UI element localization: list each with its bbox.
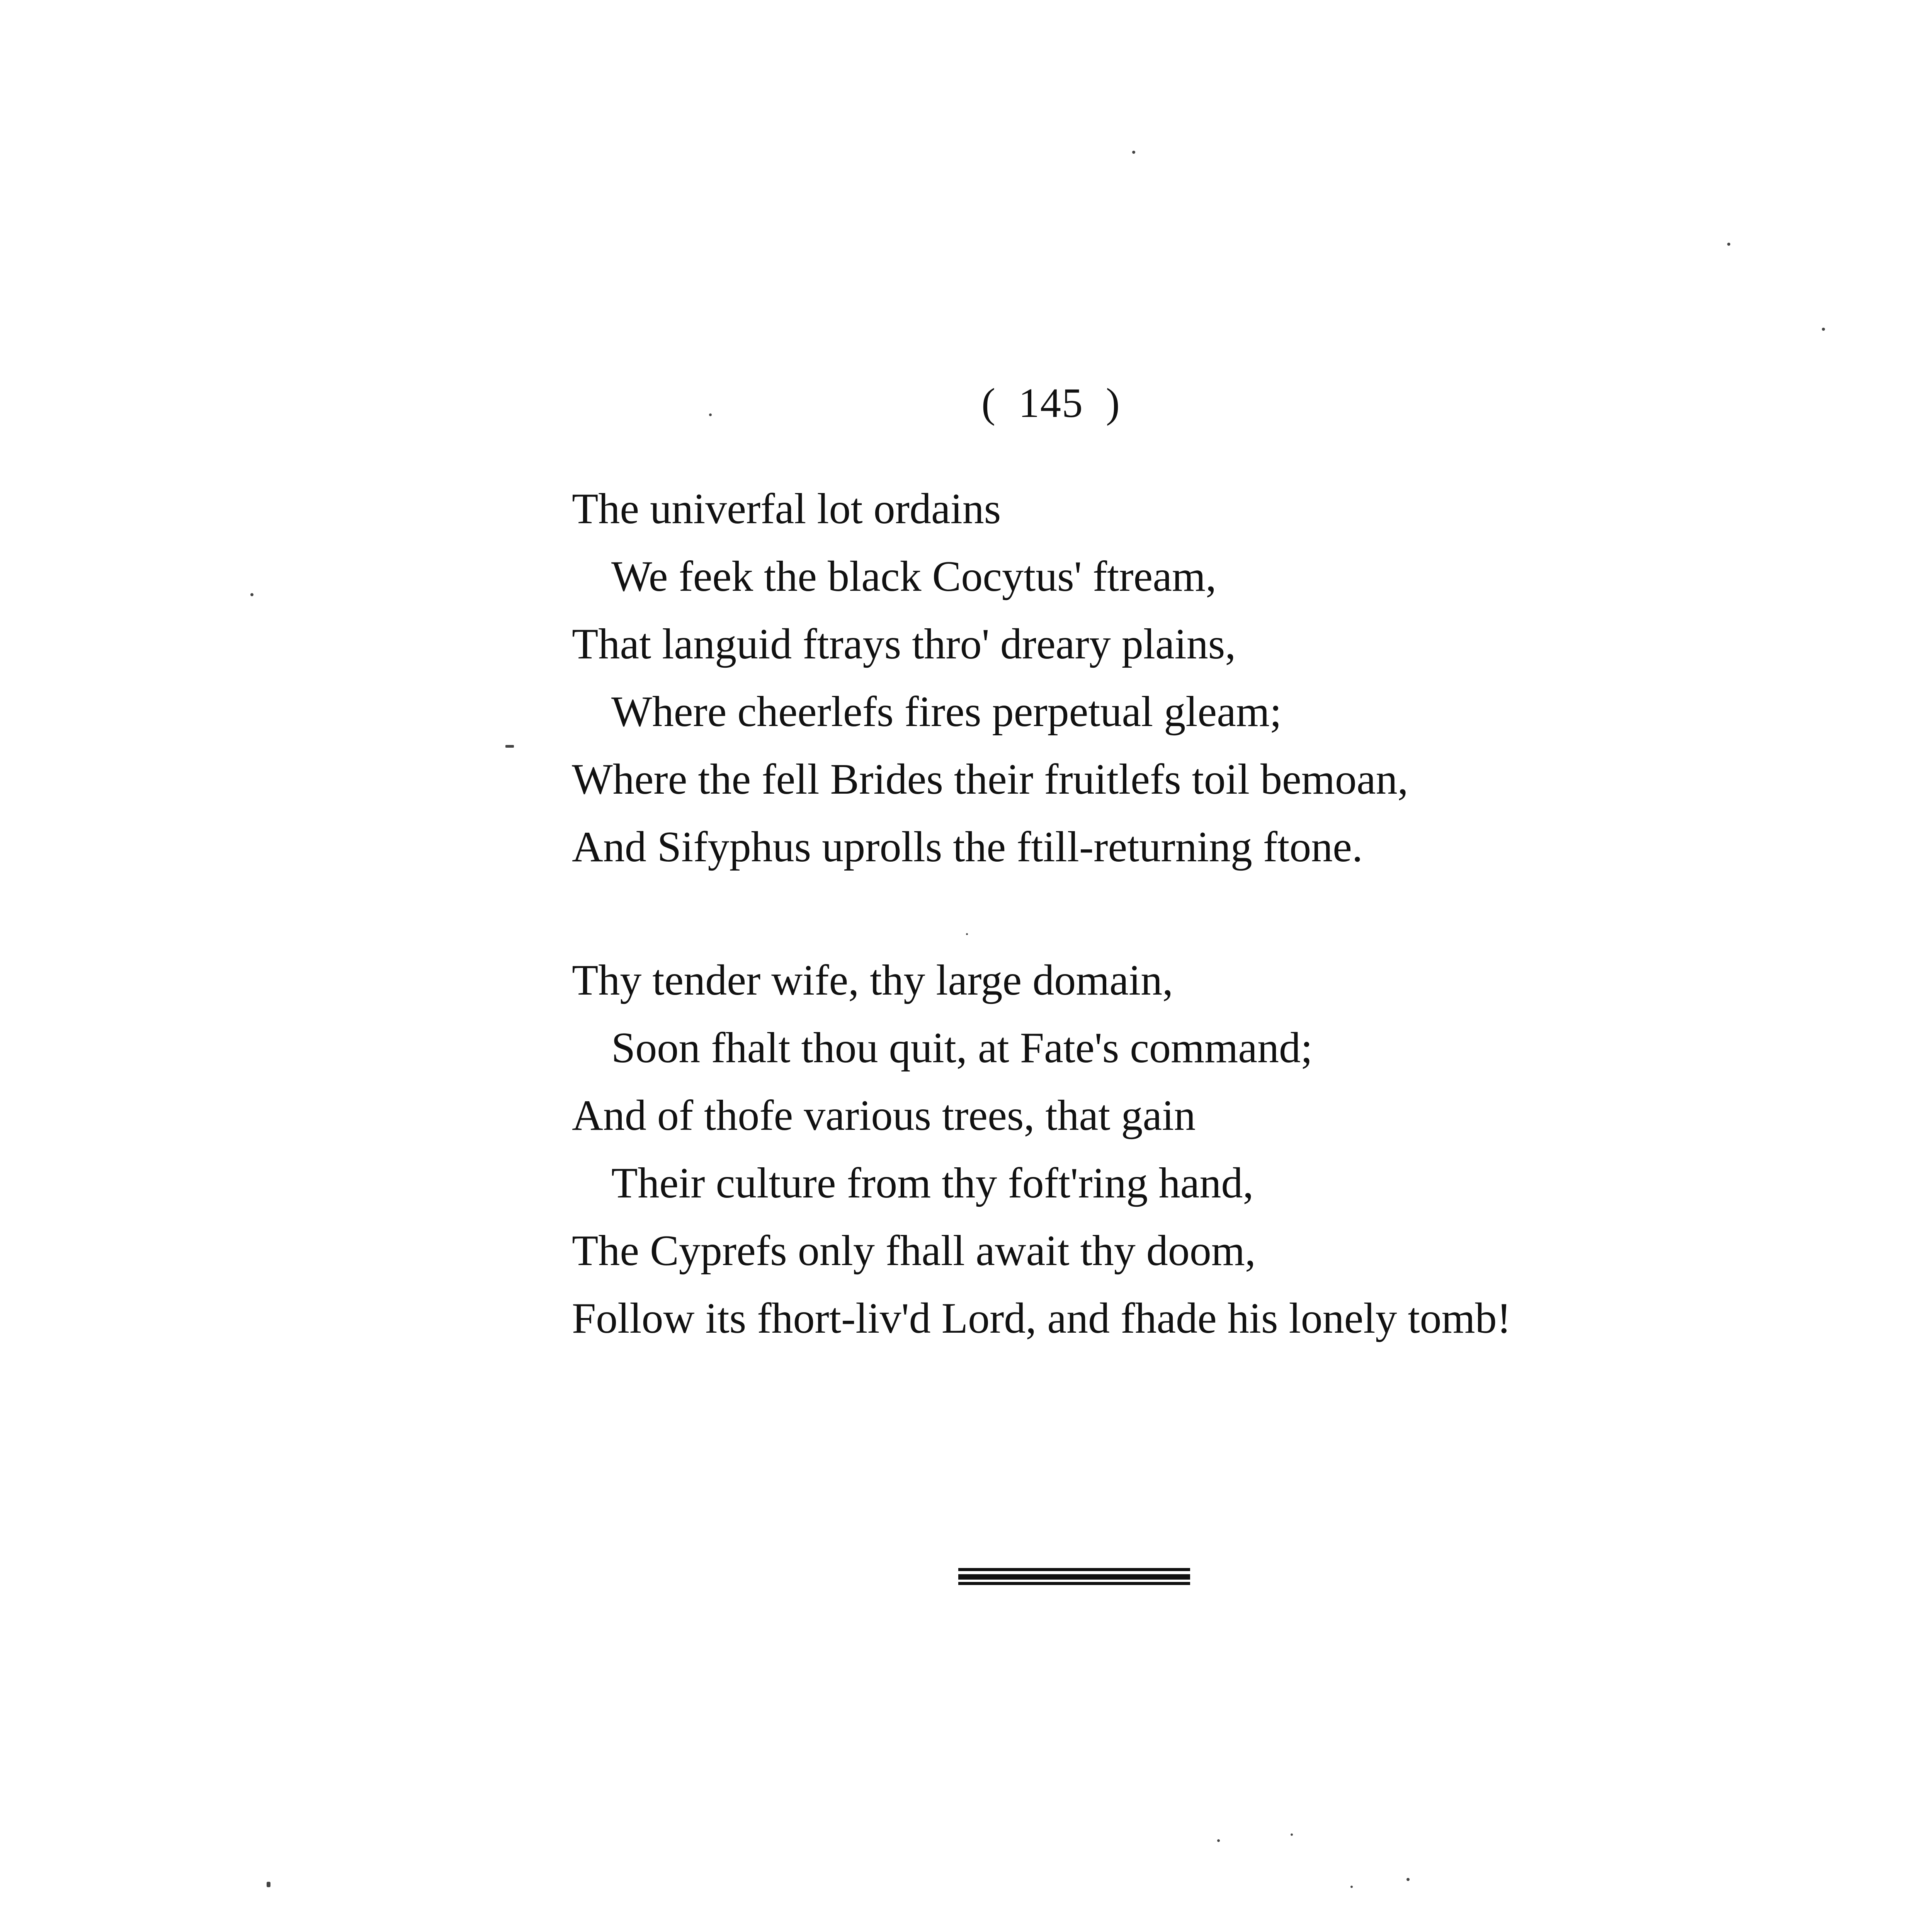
verse-line: And of thofe various trees, that gain bbox=[572, 1092, 1196, 1139]
verse-line: Their culture from thy foft'ring hand, bbox=[611, 1159, 1254, 1207]
scan-speck bbox=[1350, 1886, 1353, 1888]
scan-speck bbox=[1822, 328, 1825, 331]
scan-speck bbox=[966, 933, 968, 935]
scan-speck bbox=[1406, 1878, 1410, 1881]
verse-line: That languid ftrays thro' dreary plains, bbox=[572, 620, 1236, 668]
divider-line bbox=[958, 1582, 1190, 1585]
divider-line bbox=[958, 1568, 1190, 1571]
page-number: ( 145 ) bbox=[981, 380, 1121, 426]
stanza-2 bbox=[572, 947, 1511, 1352]
scan-speck bbox=[709, 413, 712, 416]
verse-line: Follow its fhort-liv'd Lord, and fhade his lonely tomb! bbox=[572, 1294, 1511, 1342]
verse-line: Where the fell Brides their fruitlefs toil bemoan, bbox=[572, 755, 1408, 803]
scan-speck bbox=[267, 1882, 270, 1887]
divider-line bbox=[958, 1574, 1190, 1580]
verse-line: We feek the black Cocytus' ftream, bbox=[611, 553, 1217, 600]
verse-line: Where cheerlefs fires perpetual gleam; bbox=[611, 688, 1282, 736]
verse-line: Soon fhalt thou quit, at Fate's command; bbox=[611, 1024, 1313, 1072]
verse-line: Thy tender wife, thy large domain, bbox=[572, 956, 1173, 1004]
verse-line: The univerfal lot ordains bbox=[572, 485, 1001, 533]
verse-line: The Cyprefs only fhall await thy doom, bbox=[572, 1227, 1256, 1275]
scan-speck bbox=[1217, 1839, 1220, 1842]
section-divider-rule bbox=[958, 1568, 1190, 1585]
scan-speck bbox=[250, 593, 253, 596]
stanza-1 bbox=[572, 475, 1408, 881]
scan-speck bbox=[1291, 1833, 1293, 1836]
scan-speck bbox=[505, 745, 514, 748]
scan-speck bbox=[1727, 243, 1730, 246]
scan-speck bbox=[1132, 151, 1135, 154]
verse-line: And Sifyphus uprolls the ftill-returning ftone. bbox=[572, 823, 1363, 871]
